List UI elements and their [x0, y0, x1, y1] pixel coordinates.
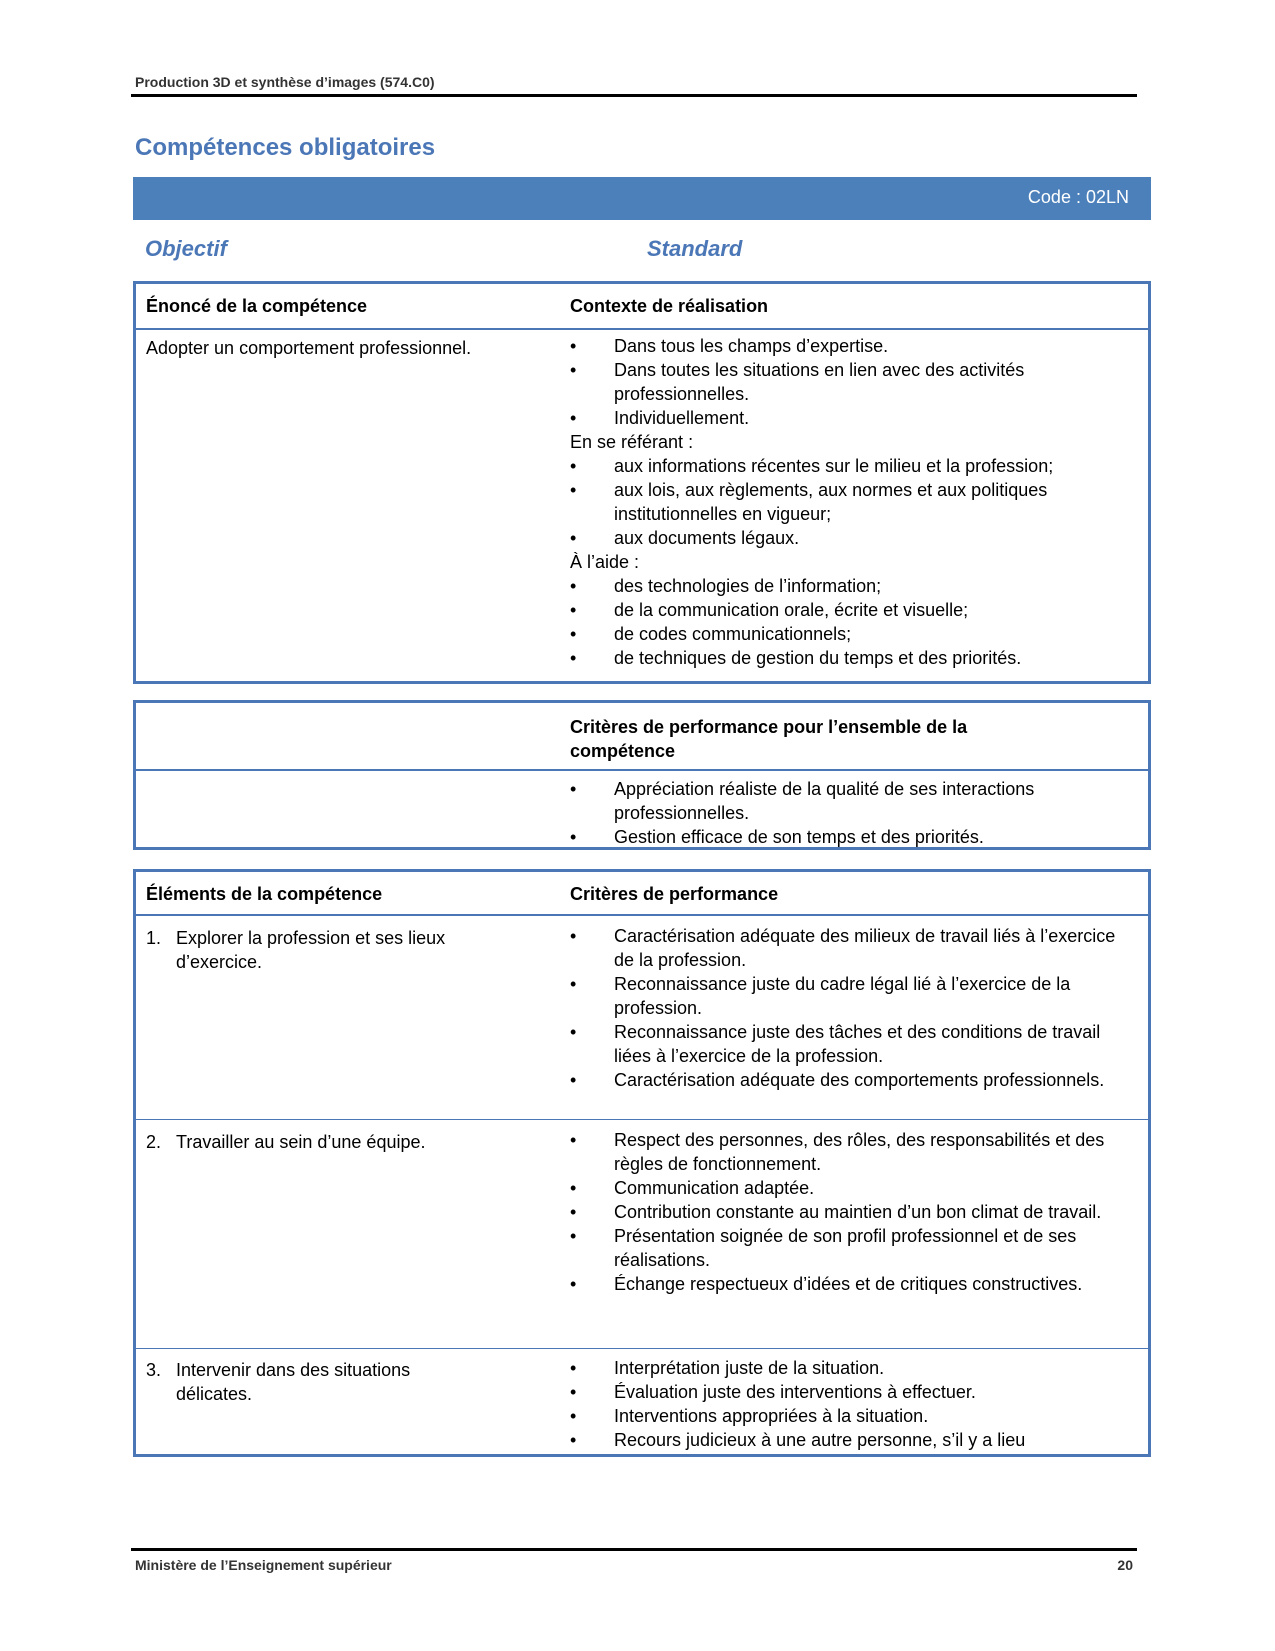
- element-2: [146, 1130, 486, 1154]
- element-2-criteria: [570, 1128, 1126, 1296]
- element-label: Intervenir dans des situations délicates.: [176, 1360, 411, 1404]
- aid-label: À l’aide :: [570, 552, 640, 572]
- elements-box-header: [136, 872, 1148, 916]
- overall-criteria-list: [570, 777, 1126, 849]
- list-item: • Reconnaissance juste des tâches et des conditions de travail liées à l’exercice de la profession.: [570, 1020, 1126, 1068]
- footer-rule: [131, 1548, 1137, 1551]
- referring-label: En se référant :: [570, 432, 694, 452]
- list-item: • de techniques de gestion du temps et des priorités.: [570, 646, 1126, 670]
- header-rule: [131, 94, 1137, 97]
- list-item: • Dans toutes les situations en lien avec des activités professionnelles.: [570, 358, 1126, 406]
- list-item: • de codes communicationnels;: [570, 622, 1126, 646]
- competency-statement: Adopter un comportement professionnel.: [146, 338, 472, 358]
- context-header: Contexte de réalisation: [570, 296, 769, 316]
- element-number: 2.: [146, 1132, 162, 1152]
- list-item: • Recours judicieux à une autre personne, s’il y a lieu: [570, 1428, 1126, 1452]
- element-label: Explorer la profession et ses lieux d’exercice.: [176, 928, 446, 972]
- page-footer: [131, 1548, 1137, 1573]
- elements-header: Éléments de la compétence: [146, 884, 383, 904]
- code-banner: [133, 177, 1151, 220]
- overall-criteria-header-row: [136, 703, 1148, 771]
- list-item: • Individuellement.: [570, 406, 1126, 430]
- row-divider: [136, 1119, 1148, 1120]
- element-3-criteria: [570, 1356, 1126, 1452]
- ministry-name: Ministère de l’Enseignement supérieur: [135, 1557, 392, 1573]
- list-item: • Gestion efficace de son temps et des priorités.: [570, 825, 1126, 849]
- list-item: • Échange respectueux d’idées et de critiques constructives.: [570, 1272, 1126, 1296]
- list-item: • Respect des personnes, des rôles, des responsabilités et des règles de fonctionnement.: [570, 1128, 1126, 1176]
- element-label: Travailler au sein d’une équipe.: [176, 1132, 426, 1152]
- statement-box: [133, 281, 1151, 684]
- list-item: • Reconnaissance juste du cadre légal lié à l’exercice de la profession.: [570, 972, 1126, 1020]
- list-item: • aux lois, aux règlements, aux normes et aux politiques institutionnelles en vigueur;: [570, 478, 1126, 526]
- list-item: • Interventions appropriées à la situation.: [570, 1404, 1126, 1428]
- list-item: • Appréciation réaliste de la qualité de ses interactions professionnelles.: [570, 777, 1126, 825]
- list-item: • Présentation soignée de son profil professionnel et de ses réalisations.: [570, 1224, 1126, 1272]
- list-item: • Contribution constante au maintien d’un bon climat de travail.: [570, 1200, 1126, 1224]
- row-divider: [136, 1348, 1148, 1349]
- competency-code: Code : 02LN: [1027, 187, 1129, 207]
- element-number: 1.: [146, 928, 162, 948]
- page-number: 20: [1117, 1557, 1133, 1573]
- standard-label: Standard: [647, 236, 743, 261]
- statement-header: Énoncé de la compétence: [146, 296, 368, 316]
- list-item: • Communication adaptée.: [570, 1176, 1126, 1200]
- section-heading: Compétences obligatoires: [135, 134, 436, 161]
- list-item: • Caractérisation adéquate des milieux de travail liés à l’exercice de la profession.: [570, 924, 1126, 972]
- element-number: 3.: [146, 1360, 162, 1380]
- document-title: Production 3D et synthèse d’images (574.C0): [135, 74, 435, 90]
- criteria-header: Critères de performance: [570, 884, 779, 904]
- objectif-label: Objectif: [145, 236, 227, 261]
- element-3: [146, 1358, 486, 1406]
- context-list: [570, 334, 1126, 670]
- list-item: • de la communication orale, écrite et visuelle;: [570, 598, 1126, 622]
- list-item: • aux documents légaux.: [570, 526, 1126, 550]
- list-item: • aux informations récentes sur le milieu et la profession;: [570, 454, 1126, 478]
- list-item: • Caractérisation adéquate des comportements professionnels.: [570, 1068, 1126, 1092]
- list-item: • Dans tous les champs d’expertise.: [570, 334, 1126, 358]
- statement-box-header: [136, 284, 1148, 330]
- page-header: [131, 74, 1137, 97]
- list-item: • des technologies de l’information;: [570, 574, 1126, 598]
- list-item: • Interprétation juste de la situation.: [570, 1356, 1126, 1380]
- overall-criteria-box: [133, 700, 1151, 850]
- element-1-criteria: [570, 924, 1126, 1092]
- list-item: • Évaluation juste des interventions à effectuer.: [570, 1380, 1126, 1404]
- overall-criteria-header: Critères de performance pour l’ensemble de la compétence: [570, 717, 968, 761]
- element-1: [146, 926, 486, 974]
- elements-box: [133, 869, 1151, 1457]
